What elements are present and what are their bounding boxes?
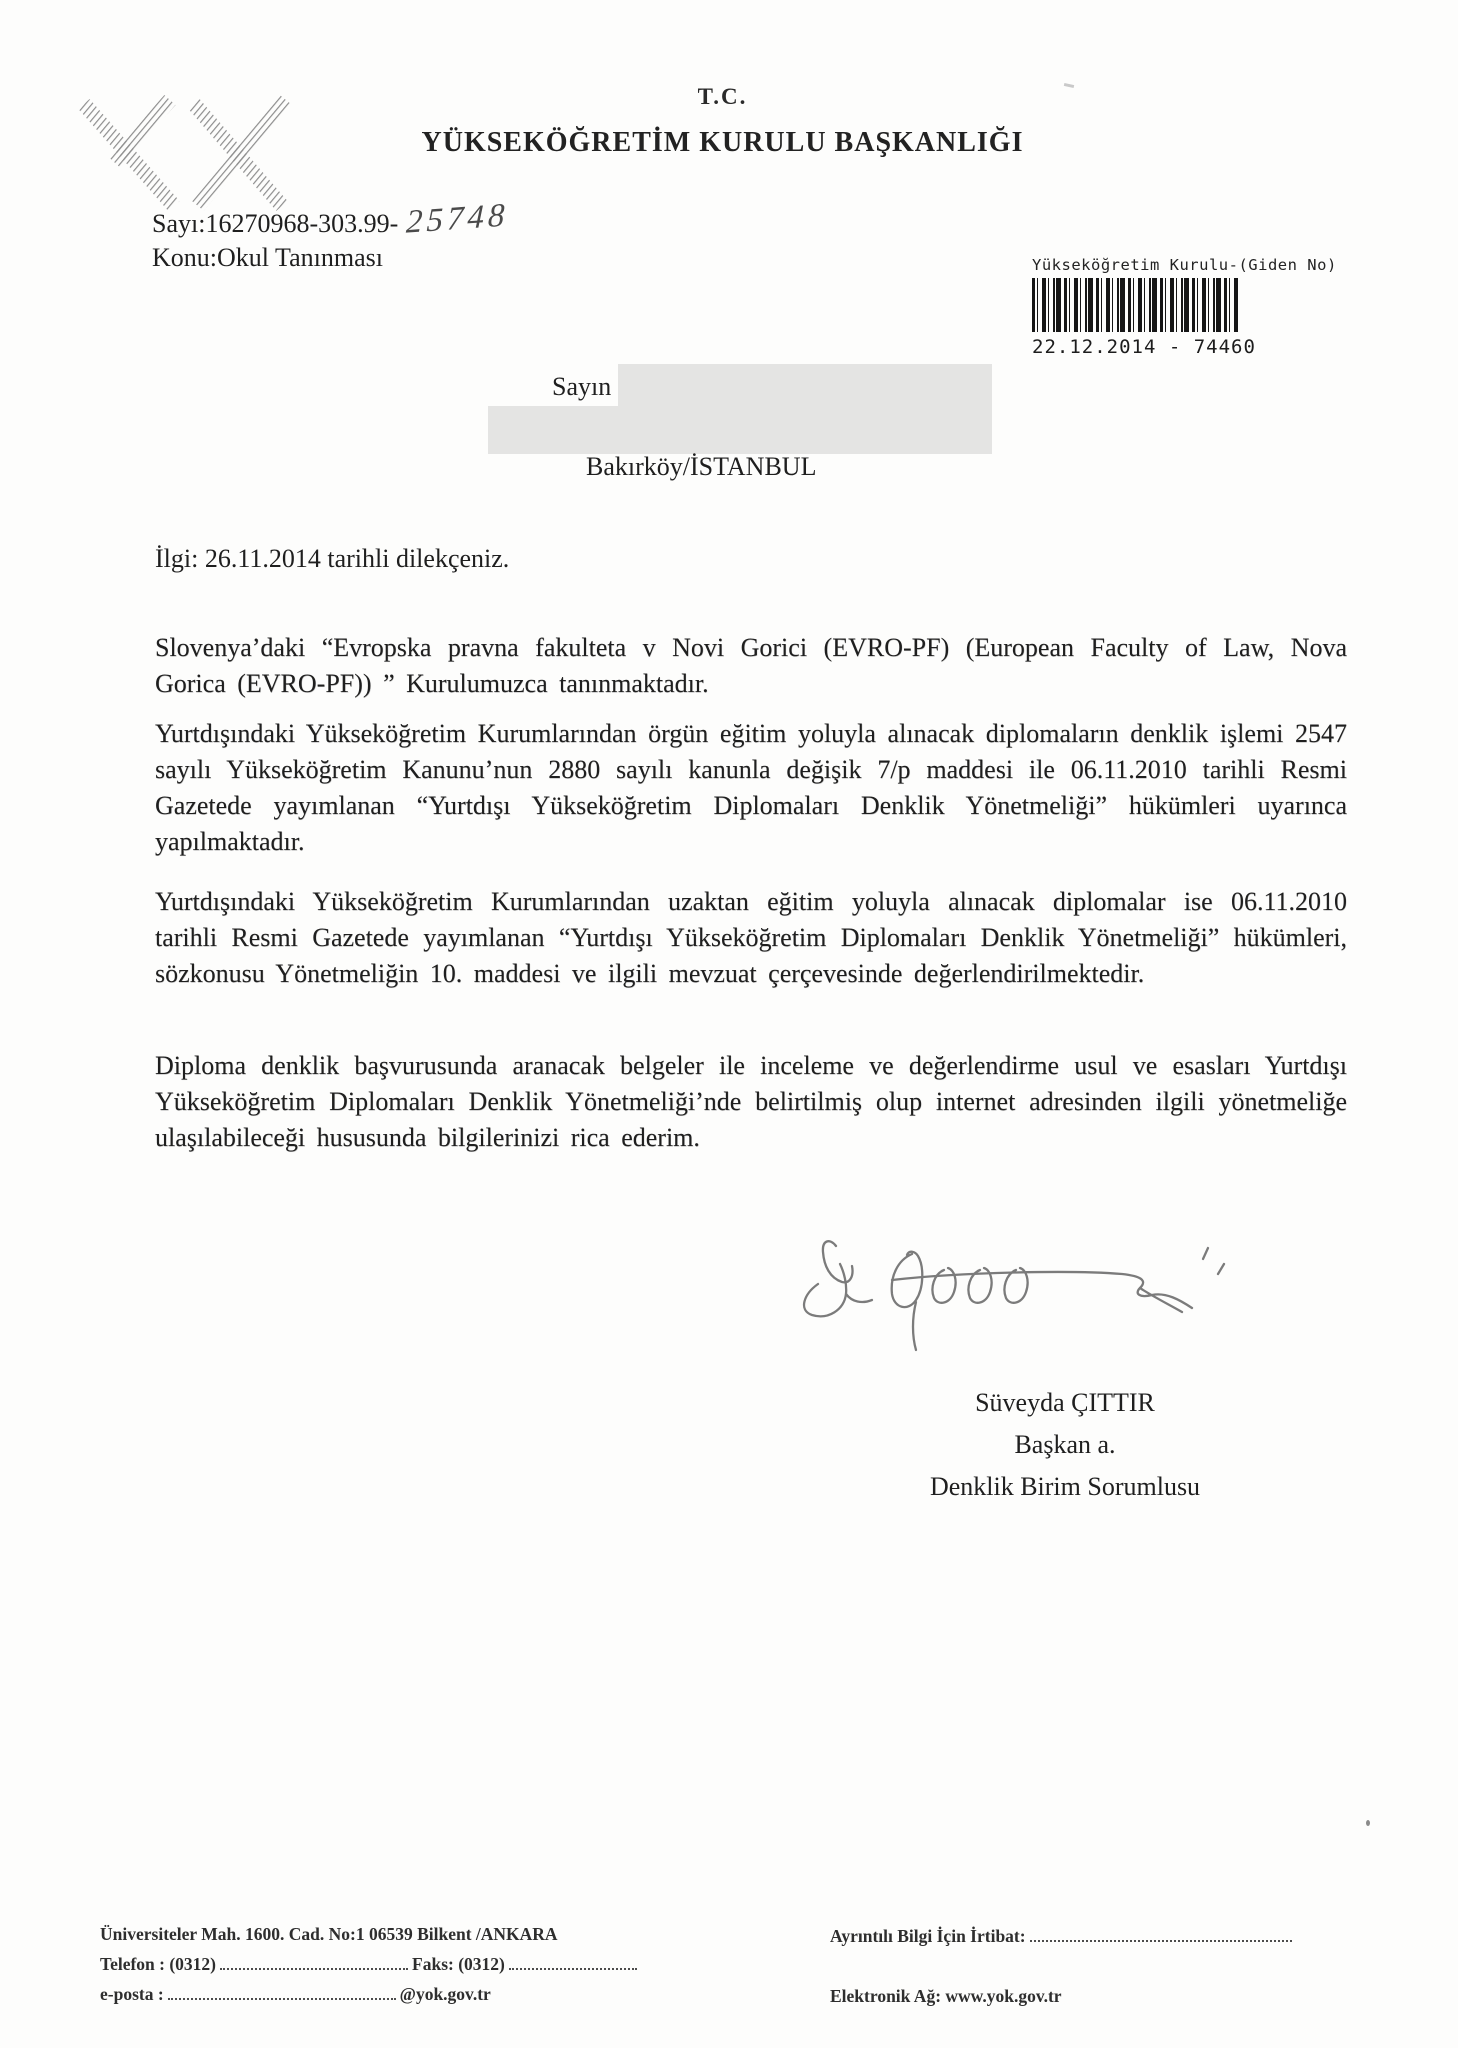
- footer-phone-line: [100, 1954, 641, 1975]
- footer-telefon-label: Telefon : (0312): [100, 1954, 217, 1974]
- signer-title-primary: Başkan a.: [1014, 1430, 1116, 1459]
- footer-eposta-label: e-posta :: [100, 1984, 164, 2004]
- signer-title-secondary: Denklik Birim Sorumlusu: [929, 1472, 1201, 1501]
- footer-address: Üniversiteler Mah. 1600. Cad. No:1 06539 Bilkent /ANKARA: [100, 1924, 558, 1944]
- footer-email-line: [100, 1984, 491, 2005]
- scan-speck: [1366, 1820, 1370, 1826]
- doc-number-handwritten: 25748: [405, 197, 510, 241]
- dotted-blank: [220, 1955, 408, 1970]
- doc-number-line: [152, 197, 510, 241]
- footer-network-line: Elektronik Ağ: www.yok.gov.tr: [830, 1986, 1062, 2006]
- signature-scribble-icon: [792, 1232, 1242, 1372]
- recipient-salutation: Sayın: [552, 372, 612, 401]
- stamp-date-number: 22.12.2014 - 74460: [1032, 336, 1256, 358]
- dotted-blank: [1030, 1927, 1292, 1942]
- footer-faks-label: Faks: (0312): [412, 1954, 505, 1974]
- header-org-title: YÜKSEKÖĞRETİM KURULU BAŞKANLIĞI: [421, 127, 1024, 158]
- letterhead: [0, 84, 1445, 159]
- stamp-label: Yükseköğretim Kurulu-(Giden No): [1032, 256, 1337, 274]
- dotted-blank: [168, 1985, 396, 2000]
- header-tc: T.C.: [697, 84, 748, 109]
- outgoing-number-stamp: [1032, 256, 1362, 358]
- footer-contact-label: Ayrıntılı Bilgi İçin İrtibat:: [830, 1926, 1026, 1946]
- signer-name: Süveyda ÇITTIR: [975, 1388, 1155, 1417]
- body-paragraph: Yurtdışındaki Yükseköğretim Kurumlarından uzaktan eğitim yoluyla alınacak diplomalar ise 06.11.2010 tarihli Resmi Gazetede yayımlanan “Yurtdışı Yükseköğretim Diplomaları Denklik Yönetmeliği” hükümleri, sözkonusu Yönetmeliğin 10. maddesi ve ilgili mevzuat çerçevesinde değerlendirilmektedir.: [155, 887, 1347, 988]
- dotted-blank: [509, 1955, 637, 1970]
- reference-line: İlgi: 26.11.2014 tarihli dilekçeniz.: [155, 544, 510, 573]
- doc-number-label: Sayı:16270968-303.99-: [152, 209, 399, 238]
- body-paragraph: Yurtdışındaki Yükseköğretim Kurumlarından örgün eğitim yoluyla alınacak diplomaların denklik işlemi 2547 sayılı Yükseköğretim Kanunu’nun 2880 sayılı kanunla değişik 7/p maddesi ile 06.11.2010 tarihli Resmi Gazetede yayımlanan “Yurtdışı Yükseköğretim Diplomaları Denklik Yönetmeliği” hükümleri uyarınca yapılmaktadır.: [155, 719, 1347, 856]
- subject-line: Konu:Okul Tanınması: [152, 243, 383, 272]
- signer-block: [860, 1382, 1270, 1508]
- body-paragraph: Slovenya’daki “Evropska pravna fakulteta v Novi Gorici (EVRO-PF) (European Faculty of Law, Nova Gorica (EVRO-PF)) ” Kurulumuzca tanınmaktadır.: [155, 633, 1347, 698]
- barcode-icon: [1032, 278, 1240, 332]
- redaction-box: [488, 406, 992, 454]
- footer-contact-line: [830, 1926, 1296, 1947]
- footer-eposta-suffix: @yok.gov.tr: [399, 1984, 491, 2004]
- recipient-city: Bakırköy/İSTANBUL: [586, 452, 817, 481]
- body-paragraph: Diploma denklik başvurusunda aranacak belgeler ile inceleme ve değerlendirme usul ve esasları Yurtdışı Yükseköğretim Diplomaları Denklik Yönetmeliği’nde belirtilmiş olup internet adresinden ilgili yönetmeliğe ulaşılabileceği hususunda bilgilerinizi rica ederim.: [155, 1051, 1347, 1152]
